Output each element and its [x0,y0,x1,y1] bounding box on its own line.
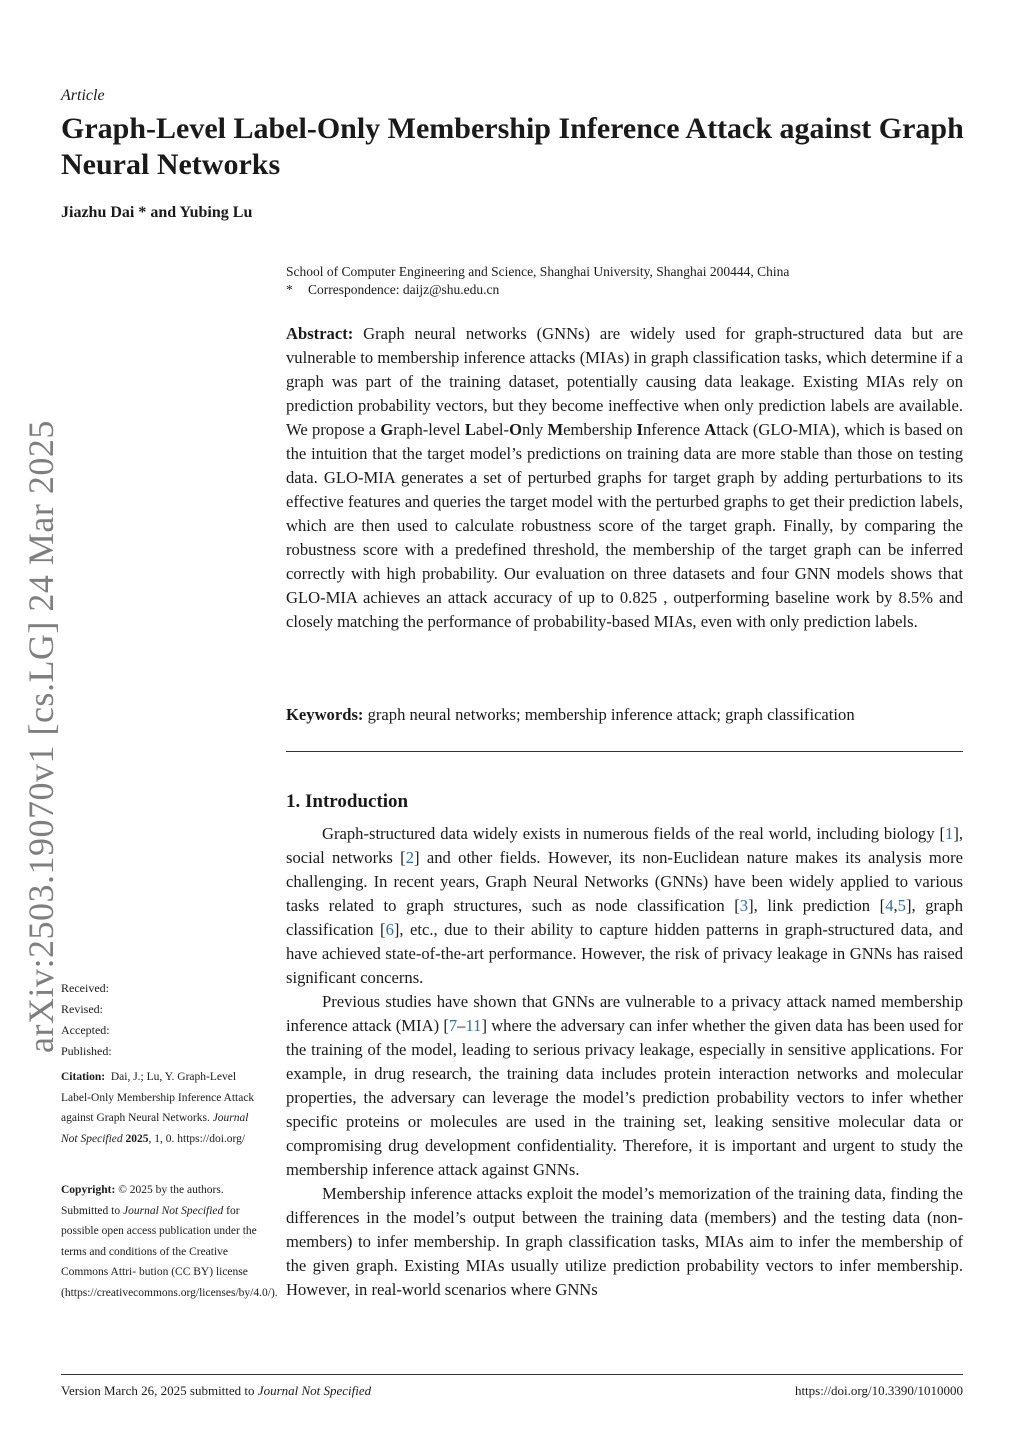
citation-link[interactable]: 1 [945,824,954,843]
keywords-label: Keywords: [286,705,364,724]
article-type-label: Article [61,87,105,104]
revised-label: Revised: [61,1002,103,1016]
citation-link[interactable]: 3 [739,896,749,915]
keywords-text: graph neural networks; membership inference attack; graph classification [367,705,855,724]
text-run: ] where the adversary can infer whether the given data has been used for the training of the model, leading to serious privacy leakage, especially in sensitive applications. For example, in drug research, the training data includes protein interaction networks and molecular properties, the adversary can leverage the model’s prediction probability vectors to infer whether specific proteins or molecules are used in the training set, leaking sensitive molecular data or compromising drug development confidentiality. Therefore, it is important and urgent to study the membership inference attack against GNNs. [286,1016,963,1179]
citation-label: Citation: [61,1071,106,1083]
accepted-label: Accepted: [61,1023,110,1037]
abstract-text-1: Graph neural networks (GNNs) are widely used for graph-structured data but are vulnerable to membership inference attacks (MIAs) in graph classification tasks, which determine if a graph was part of the training dataset, potentially causing data leakage. Existing MIAs rely on prediction probability vectors, but they become ineffective when only prediction labels are available. We propose a [286,324,964,439]
correspondence [286,282,499,298]
abstract-fragment: raph-level [393,420,465,439]
abstract-fragment: embership [563,420,637,439]
text-run: Previous studies have shown that GNNs are vulnerable to a privacy attack named membership inference attack (MIA) [ [286,992,963,1035]
acronym-letter: L [464,420,476,439]
citation-text: Dai, J.; Lu, Y. Graph-Level Label-Only Membership Inference Attack against Graph Neural Networks. [61,1071,255,1124]
publication-dates [61,978,112,1062]
acronym-letter: O [509,420,522,439]
correspondence-email[interactable]: Correspondence: daijz@shu.edu.cn [308,282,500,297]
abstract-fragment: nference [643,420,705,439]
text-run: , [893,896,898,915]
section-heading-introduction: 1. Introduction [286,791,409,812]
abstract-fragment: nly [522,420,548,439]
text-run: – [457,1016,466,1035]
text-run: ], link prediction [ [748,896,886,915]
citation-link[interactable]: 7 [448,1016,458,1035]
acronym-letter: A [704,420,717,439]
abstract-text-2: ttack (GLO-MIA), which is based on the intuition that the target model’s predictions on training data are more stable than those on testing data. GLO-MIA generates a set of perturbed graphs for target graph by adding perturbations to its effective features and queries the target model with the perturbed graphs to get their prediction labels, which are then used to calculate robustness score of the target graph. Finally, by comparing the robustness score with a predefined threshold, the membership of the target graph can be inferred correctly with high probability. Our evaluation on three datasets and four GNN models shows that GLO-MIA achieves an attack accuracy of up to 0.825 , outperforming baseline work by 8.5% and closely matching the performance of probability-based MIAs, even with only prediction labels. [286,420,963,631]
citation-link[interactable]: 11 [465,1016,482,1035]
copyright-journal: Journal Not Specified [122,1204,224,1217]
abstract [286,322,963,634]
paper-title: Graph-Level Label-Only Membership Inference Attack against Graph Neural Networks [61,112,964,181]
paragraph [286,822,963,990]
citation-link[interactable]: 6 [385,920,394,939]
acronym-letter: M [547,420,564,439]
published-label: Published: [61,1044,112,1058]
correspondence-star: * [286,282,293,297]
copyright-block [61,1180,278,1303]
acronym-letter: I [636,420,643,439]
citation-block [61,1067,264,1149]
footer-version [61,1383,371,1399]
arxiv-identifier-stamp[interactable]: arXiv:2503.19070v1 [cs.LG] 24 Mar 2025 [21,420,61,1053]
abstract-fragment: abel- [475,420,510,439]
section-divider [286,751,963,752]
paragraph [286,990,963,1182]
copyright-text: for possible open access publication under the terms and conditions of the Creative Commons Attri- bution (CC BY) license (https://creativecommons.org/licenses/by/4.0/). [61,1204,278,1299]
text-run: ] and other fields. However, its non-Euclidean nature makes its analysis more challenging. In recent years, Graph Neural Networks (GNNs) have been widely applied to various tasks related to graph structures, such as node classification [ [286,848,963,915]
citation-link[interactable]: 5 [897,896,906,915]
text-run: ], graph classification [ [286,896,964,939]
affiliation: School of Computer Engineering and Science, Shanghai University, Shanghai 200444, China [286,264,790,279]
text-run: Graph-structured data widely exists in numerous fields of the real world, including biology [ [322,824,946,843]
citation-link[interactable]: 2 [405,848,415,867]
footer-doi-link[interactable]: https://doi.org/10.3390/1010000 [794,1383,963,1398]
abstract-label: Abstract: [286,324,354,343]
keywords [286,703,963,727]
received-label: Received: [61,981,109,995]
copyright-text: © 2025 by the authors. Submitted to [61,1184,224,1217]
acronym-letter: G [380,420,394,439]
authors: Jiazhu Dai * and Yubing Lu [61,204,253,221]
introduction-body [286,822,963,1302]
footer-divider [61,1374,963,1375]
citation-year: 2025 [125,1132,149,1145]
paragraph: Membership inference attacks exploit the model’s memorization of the training data, finding the differences in the model’s output between the training data (members) and the testing data (non-members) to infer membership. In graph classification tasks, MIAs aim to infer the membership of the given graph. Existing MIAs usually utilize prediction probability vectors to infer membership. However, in real-world scenarios where GNNs [286,1184,963,1299]
text-run: ], social networks [ [286,824,963,867]
text-run: ], etc., due to their ability to capture hidden patterns in graph-structured data, and have achieved state-of-the-art performance. However, the risk of privacy leakage in GNNs has raised significant concerns. [286,920,963,987]
footer-journal: Journal Not Specified [257,1383,372,1398]
citation-rest: , 1, 0. https://doi.org/ [148,1132,246,1145]
citation-link[interactable]: 4 [885,896,894,915]
footer-version-text: Version March 26, 2025 submitted to [61,1383,258,1398]
copyright-label: Copyright: [61,1184,116,1196]
citation-journal: Journal Not Specified [61,1112,249,1145]
